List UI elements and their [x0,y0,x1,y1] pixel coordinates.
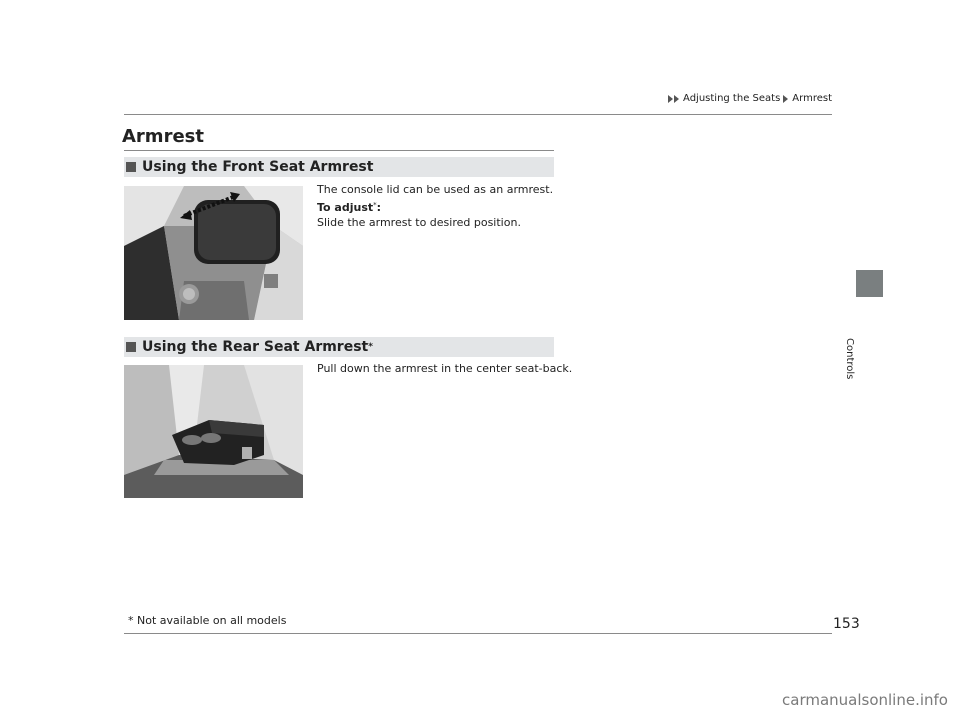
chapter-tab[interactable] [856,270,883,297]
page-title: Armrest [122,126,204,147]
header-divider [124,114,832,115]
breadcrumb-item-seats[interactable]: Adjusting the Seats [683,93,781,104]
rear-armrest-heading-text: Using the Rear Seat Armrest [142,339,369,355]
title-divider [124,150,554,151]
front-armrest-illustration [124,186,303,320]
square-bullet-icon [126,162,136,172]
asterisk-mark: * [368,342,373,352]
front-armrest-heading-text: Using the Front Seat Armrest [142,159,374,175]
front-line-3: Slide the armrest to desired position. [317,216,521,229]
front-adjust-colon: : [376,200,382,214]
rear-line-1: Pull down the armrest in the center seat-back. [317,362,573,375]
double-triangle-icon [668,95,680,103]
triangle-icon [783,95,789,103]
front-adjust-label [317,198,553,216]
asterisk-mark: * [373,200,377,209]
front-armrest-heading [124,157,554,177]
breadcrumb-item-armrest[interactable]: Armrest [792,93,832,104]
rear-armrest-heading [124,337,554,357]
rear-armrest-description [317,361,572,377]
watermark: carmanualsonline.info [782,691,948,709]
footer-divider [124,633,832,634]
page-number: 153 [833,616,860,632]
chapter-label: Controls [844,338,855,380]
breadcrumb [668,93,832,104]
front-adjust-label-text: To adjust [317,200,374,214]
square-bullet-icon [126,342,136,352]
front-line-1: The console lid can be used as an armrest. [317,183,554,196]
footnote: * Not available on all models [128,614,287,627]
rear-armrest-illustration [124,365,303,498]
front-armrest-description [317,182,553,231]
